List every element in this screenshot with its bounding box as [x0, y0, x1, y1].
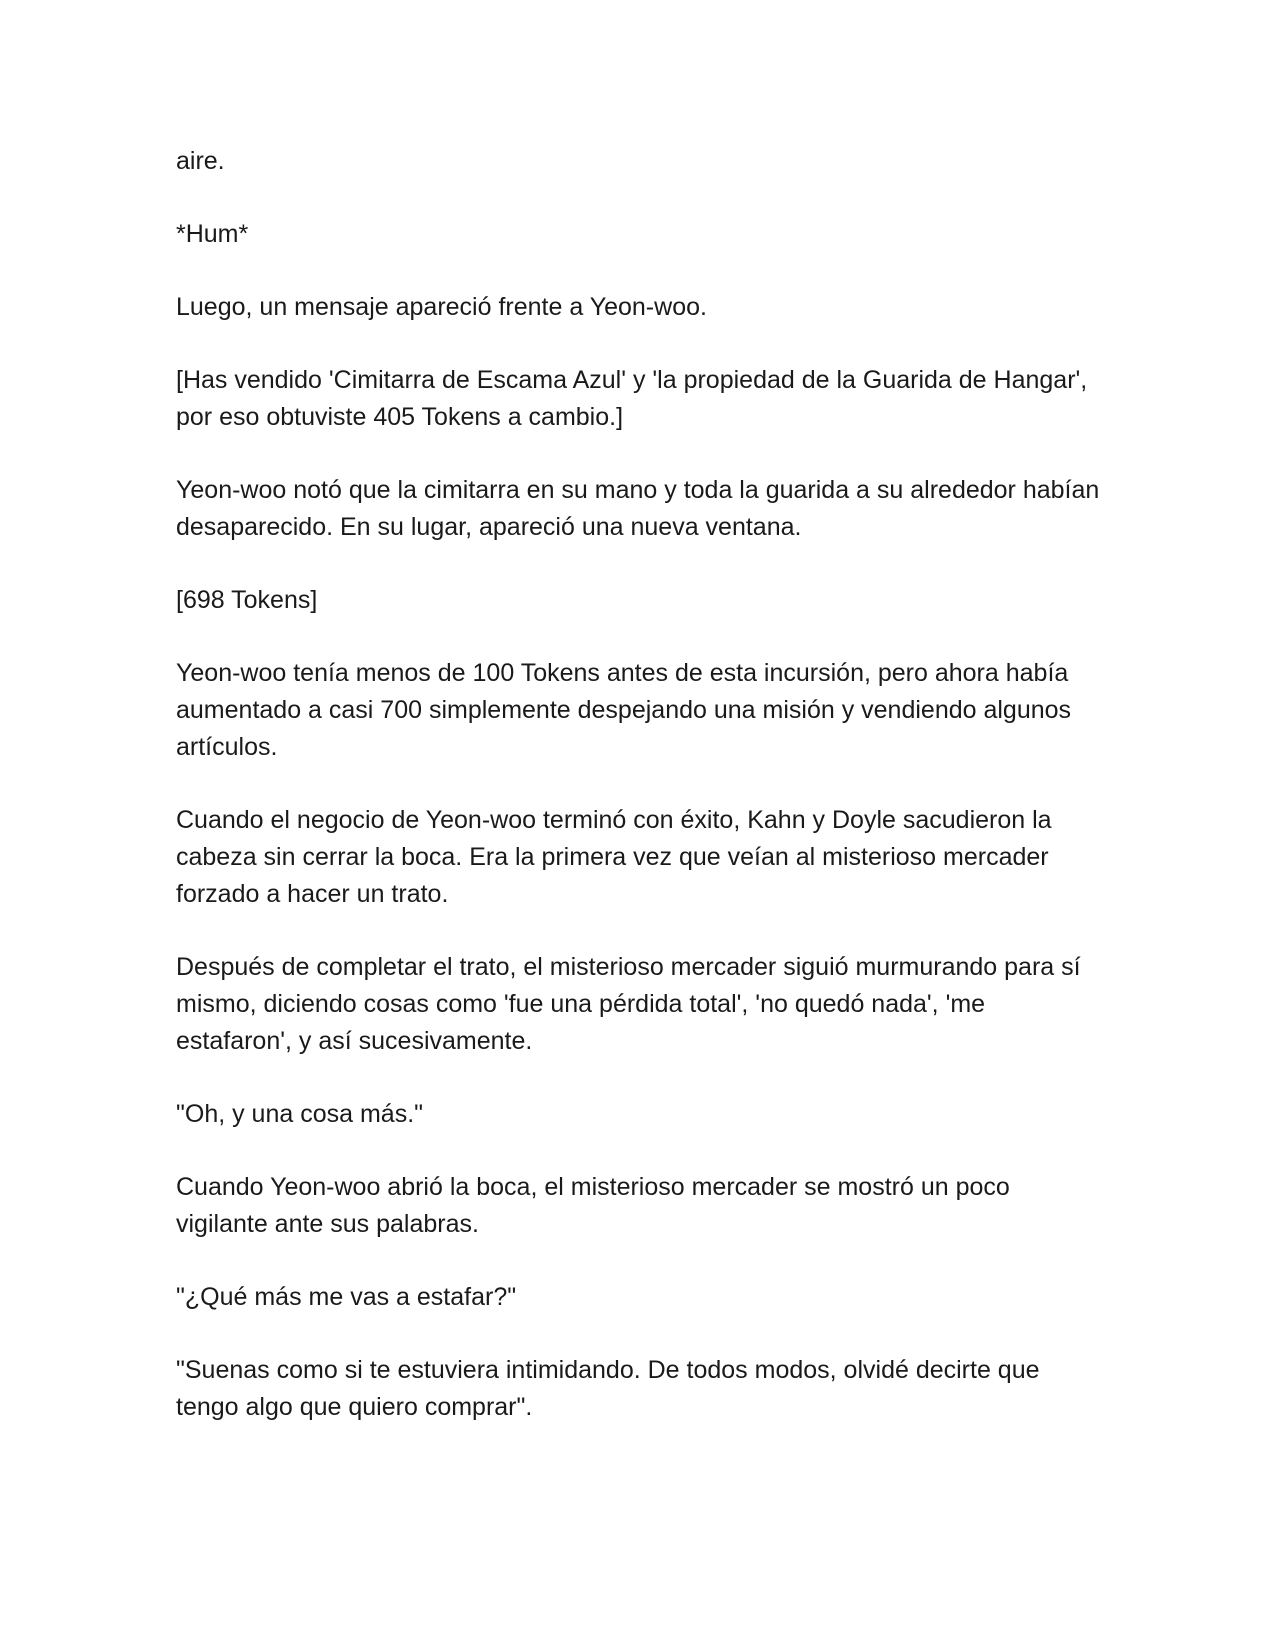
paragraph: Cuando Yeon-woo abrió la boca, el misterioso mercader se mostró un poco vigilante ante sus palabras.	[176, 1173, 1010, 1238]
dialogue-line: "Oh, y una cosa más."	[176, 1100, 424, 1128]
paragraph: aire.	[176, 147, 225, 175]
paragraph: Luego, un mensaje apareció frente a Yeon-woo.	[176, 293, 707, 321]
dialogue-line: "¿Qué más me vas a estafar?"	[176, 1283, 517, 1311]
paragraph: Cuando el negocio de Yeon-woo terminó con éxito, Kahn y Doyle sacudieron la cabeza sin cerrar la boca. Era la primera vez que veían al misterioso mercader forzado a hacer un trato.	[176, 806, 1052, 908]
paragraph: *Hum*	[176, 220, 249, 248]
paragraph: Yeon-woo notó que la cimitarra en su mano y toda la guarida a su alrededor habían desaparecido. En su lugar, apareció una nueva ventana.	[176, 476, 1100, 541]
system-message: [698 Tokens]	[176, 586, 318, 614]
paragraph: Yeon-woo tenía menos de 100 Tokens antes de esta incursión, pero ahora había aumentado a casi 700 simplemente despejando una misión y vendiendo algunos artículos.	[176, 659, 1072, 761]
system-message: [Has vendido 'Cimitarra de Escama Azul' y 'la propiedad de la Guarida de Hangar', por eso obtuviste 405 Tokens a cambio.]	[176, 366, 1088, 431]
paragraph: Después de completar el trato, el misterioso mercader siguió murmurando para sí mismo, diciendo cosas como 'fue una pérdida total', 'no quedó nada', 'me estafaron', y así sucesivamente.	[176, 953, 1081, 1055]
page-body	[176, 143, 1106, 1462]
dialogue-line: "Suenas como si te estuviera intimidando. De todos modos, olvidé decirte que tengo algo que quiero comprar".	[176, 1356, 1040, 1421]
